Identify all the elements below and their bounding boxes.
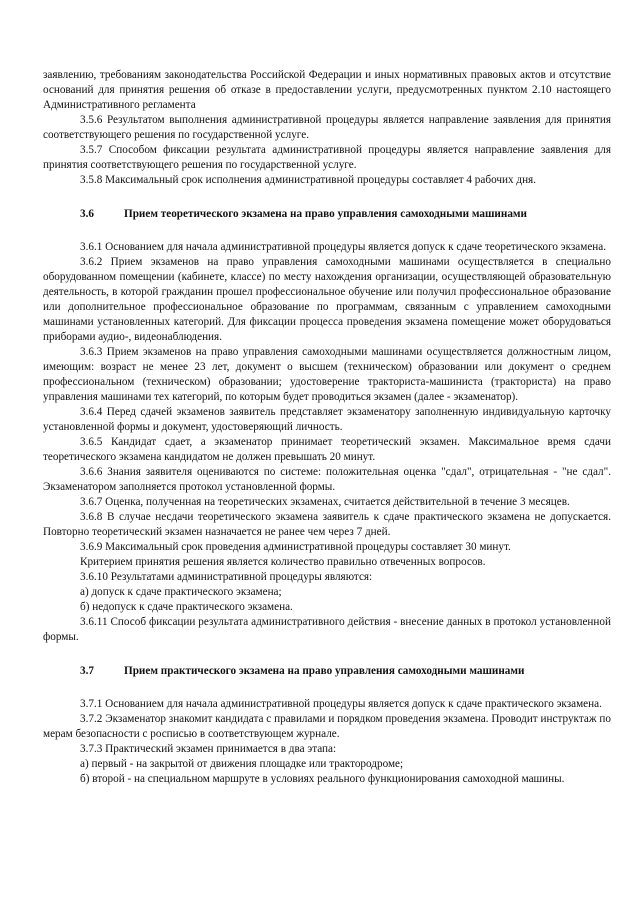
paragraph-3-6-4: 3.6.4 Перед сдачей экзаменов заявитель представляет экзаменатору заполненную индивидуальную карточку установленной формы и документ, удостоверяющий личность. xyxy=(43,406,611,433)
paragraph-3-6-7: 3.6.7 Оценка, полученная на теоретических экзаменах, считается действительной в течение 3 месяцев. xyxy=(80,496,570,508)
paragraph-3-7-2: 3.7.2 Экзаменатор знакомит кандидата с правилами и порядком проведения экзамена. Проводит инструктаж по мерам безопасности с росписью в соответствующем журнале. xyxy=(43,713,611,740)
paragraph-3-6-9: 3.6.9 Максимальный срок проведения административной процедуры составляет 30 минут. xyxy=(80,541,511,553)
list-item-a: а) первый - на закрытой от движения площадке или трактородроме; xyxy=(80,758,404,770)
list-item-b: б) второй - на специальном маршруте в условиях реального функционирования самоходной машины. xyxy=(80,773,565,785)
paragraph-3-6-11: 3.6.11 Способ фиксации результата административного действия - внесение данных в протокол установленной формы. xyxy=(43,616,611,643)
list-item-a: а) допуск к сдаче практического экзамена; xyxy=(80,586,282,598)
paragraph-3-6-3: 3.6.3 Прием экзаменов на право управления самоходными машинами осуществляется должностным лицом, имеющим: возраст не менее 23 лет, документ о высшем (техническом) образовании или документ о среднем профессиональном (техническом) образовании; удостоверение тракториста-машиниста (тракториста) на право управления машинами тех категорий, по которым будет проводиться экзамен (далее - экзаменатор). xyxy=(43,346,611,403)
section-number: 3.6 xyxy=(80,208,94,220)
paragraph-3-6-1: 3.6.1 Основанием для начала административной процедуры является допуск к сдаче теоретического экзамена. xyxy=(80,241,607,253)
paragraph-3-7-1: 3.7.1 Основанием для начала административной процедуры является допуск к сдаче практического экзамена. xyxy=(80,698,602,710)
section-heading-3-6 xyxy=(43,207,611,222)
paragraph-3-6-6: 3.6.6 Знания заявителя оцениваются по системе: положительная оценка "сдал", отрицательная - "не сдал". Экзаменатором заполняется протокол установленной формы. xyxy=(43,466,611,493)
paragraph-continuation: заявлению, требованиям законодательства Российской Федерации и иных нормативных правовых актов и отсутствие оснований для принятия решения об отказе в предоставлении услуги, предусмотренных пунктом 2.10 настоящего Административного регламента xyxy=(43,69,611,111)
paragraph-3-7-3: 3.7.3 Практический экзамен принимается в два этапа: xyxy=(80,743,337,755)
paragraph-3-5-6: 3.5.6 Результатом выполнения административной процедуры является направление заявления для принятия соответствующего решения по государственной услуге. xyxy=(43,114,611,141)
paragraph-3-5-7: 3.5.7 Способом фиксации результата административной процедуры является направление заявления для принятия соответствующего решения по государственной услуге. xyxy=(43,144,611,171)
paragraph-criteria: Критерием принятия решения является количество правильно отвеченных вопросов. xyxy=(80,556,486,568)
section-number: 3.7 xyxy=(80,665,94,677)
section-title: Прием теоретического экзамена на право управления самоходными машинами xyxy=(124,208,527,220)
section-title: Прием практического экзамена на право управления самоходными машинами xyxy=(124,665,525,677)
paragraph-3-6-10: 3.6.10 Результатами административной процедуры являются: xyxy=(80,571,373,583)
paragraph-3-6-8: 3.6.8 В случае несдачи теоретического экзамена заявитель к сдаче практического экзамена не допускается. Повторно теоретический экзамен назначается не ранее чем через 7 дней. xyxy=(43,511,611,538)
paragraph-3-5-8: 3.5.8 Максимальный срок исполнения административной процедуры составляет 4 рабочих дня. xyxy=(80,174,536,186)
paragraph-3-6-2: 3.6.2 Прием экзаменов на право управления самоходными машинами осуществляется в специально оборудованном помещении (кабинете, классе) по месту нахождения организации, осуществляющей образовательную деятельность, в которой гражданин прошел профессиональное обучение или получил профессиональное образование или дополнительное профессиональное образование по программам, связанным с управлением самоходными машинами установленных категорий. Для фиксации процесса проведения экзамена помещение может оборудоваться приборами аудио-, видеонаблюдения. xyxy=(43,256,611,343)
paragraph-3-6-5: 3.6.5 Кандидат сдает, а экзаменатор принимает теоретический экзамен. Максимальное время сдачи теоретического экзамена кандидатом не должен превышать 20 минут. xyxy=(43,436,611,463)
list-item-b: б) недопуск к сдаче практического экзамена. xyxy=(80,601,293,613)
section-heading-3-7 xyxy=(43,664,611,679)
